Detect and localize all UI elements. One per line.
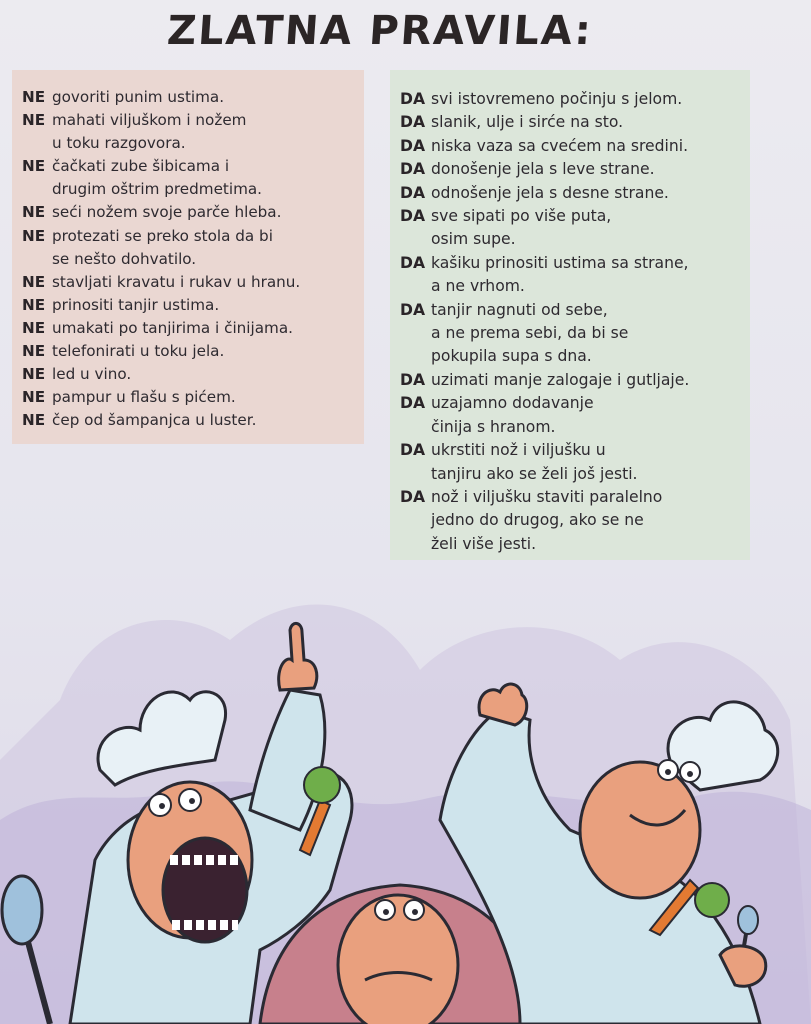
da-rule [400, 182, 744, 205]
da-rule-text: svi istovremeno počinju s jelom. [431, 90, 683, 108]
ne-rule-text: prinositi tanjir ustima. [52, 295, 220, 314]
da-rule [400, 439, 744, 486]
da-label: DA [400, 183, 426, 202]
da-rules-box [390, 70, 750, 560]
da-rule-text: uzimati manje zalogaje i gutljaje. [431, 370, 690, 389]
da-rule-text: niska vaza sa cvećem na sredini. [431, 136, 689, 155]
ne-rule-text: čačkati zube šibicama i drugim oštrim predmetima. [52, 157, 263, 199]
ne-rule-text: protezati se preko stola da bi se nešto dohvatilo. [52, 226, 273, 268]
ne-label: NE [22, 226, 46, 245]
ne-rule-text: umakati po tanjirima i činijama. [52, 318, 293, 337]
ne-rule [22, 201, 356, 224]
center-man-pupil [412, 909, 418, 915]
ne-label: NE [22, 411, 46, 430]
ne-rule [22, 409, 356, 432]
da-rule [400, 135, 744, 158]
da-rule-text: slanik, ulje i sirće na sto. [431, 113, 624, 132]
ne-rule-text: govoriti punim ustima. [52, 88, 225, 106]
da-rule-text: sve sipati po više puta, osim supe. [431, 207, 612, 249]
ne-rule-text: seći nožem svoje parče hleba. [52, 203, 282, 222]
ne-rule [22, 109, 356, 155]
da-rule [400, 299, 744, 369]
ne-label: NE [22, 157, 46, 176]
da-label: DA [400, 394, 426, 413]
ne-rule [22, 271, 356, 294]
ne-label: NE [22, 295, 46, 314]
da-rule-text: kašiku prinositi ustima sa strane, a ne vrhom. [431, 253, 689, 296]
da-rule-text: ukrstiti nož i viljušku u tanjiru ako se želi još jesti. [431, 441, 638, 483]
da-rule [400, 369, 744, 392]
ne-label: NE [22, 203, 46, 222]
ne-rule-text: čep od šampanjca u luster. [52, 411, 257, 430]
spoon-icon [738, 906, 758, 934]
ne-label: NE [22, 388, 46, 407]
da-rule-text: tanjir nagnuti od sebe, a ne prema sebi, da bi se pokupila supa s dna. [431, 300, 629, 366]
da-label: DA [400, 207, 426, 226]
da-label: DA [400, 253, 426, 272]
ne-rule [22, 363, 356, 386]
ne-rule-text: pampur u flašu s pićem. [52, 388, 236, 407]
center-man-pupil [383, 909, 389, 915]
da-rule-text: odnošenje jela s desne strane. [431, 183, 669, 202]
ne-rule [22, 317, 356, 340]
ne-rule-text: mahati viljuškom i nožem u toku razgovora. [52, 111, 247, 153]
da-label: DA [400, 487, 426, 506]
da-rule [400, 88, 744, 111]
ne-label: NE [22, 111, 46, 130]
da-rule-text: uzajamno dodavanje činija s hranom. [431, 394, 594, 436]
right-chef-pupil [687, 771, 693, 777]
ne-label: NE [22, 342, 46, 361]
left-chef-pupil [189, 798, 195, 804]
da-rule-text: nož i viljušku staviti paralelno jedno do drugog, ako se ne želi više jesti. [431, 487, 663, 553]
ne-rule [22, 155, 356, 201]
ne-label: NE [22, 88, 46, 106]
ne-rule [22, 86, 356, 109]
da-label: DA [400, 136, 426, 155]
ne-rules-box [12, 70, 364, 444]
ne-rule [22, 225, 356, 271]
spoon-icon [2, 876, 42, 944]
ne-label: NE [22, 318, 46, 337]
da-label: DA [400, 160, 426, 179]
da-rule-text: donošenje jela s leve strane. [431, 160, 655, 179]
broccoli-icon [304, 767, 340, 803]
da-label: DA [400, 441, 426, 460]
da-rule [400, 205, 744, 252]
da-rule [400, 392, 744, 439]
da-rule [400, 486, 744, 556]
da-rule [400, 111, 744, 134]
ne-label: NE [22, 272, 46, 291]
right-chef-head [580, 762, 700, 898]
center-man-head [338, 895, 458, 1024]
ne-rule-text: telefonirati u toku jela. [52, 342, 225, 361]
da-label: DA [400, 300, 426, 319]
da-label: DA [400, 370, 426, 389]
ne-rule-text: stavljati kravatu i rukav u hranu. [52, 272, 301, 291]
ne-rule [22, 340, 356, 363]
da-rule [400, 158, 744, 181]
da-rule [400, 252, 744, 299]
ne-rule [22, 294, 356, 317]
broccoli-icon [695, 883, 729, 917]
ne-rule [22, 386, 356, 409]
left-chef-pupil [159, 803, 165, 809]
ne-rule-text: led u vino. [52, 365, 132, 384]
right-chef-pupil [665, 769, 671, 775]
da-label: DA [400, 113, 426, 132]
page-title: ZLATNA PRAVILA: [165, 8, 595, 54]
chefs-illustration [0, 560, 811, 1024]
ne-label: NE [22, 365, 46, 384]
da-label: DA [400, 90, 426, 108]
